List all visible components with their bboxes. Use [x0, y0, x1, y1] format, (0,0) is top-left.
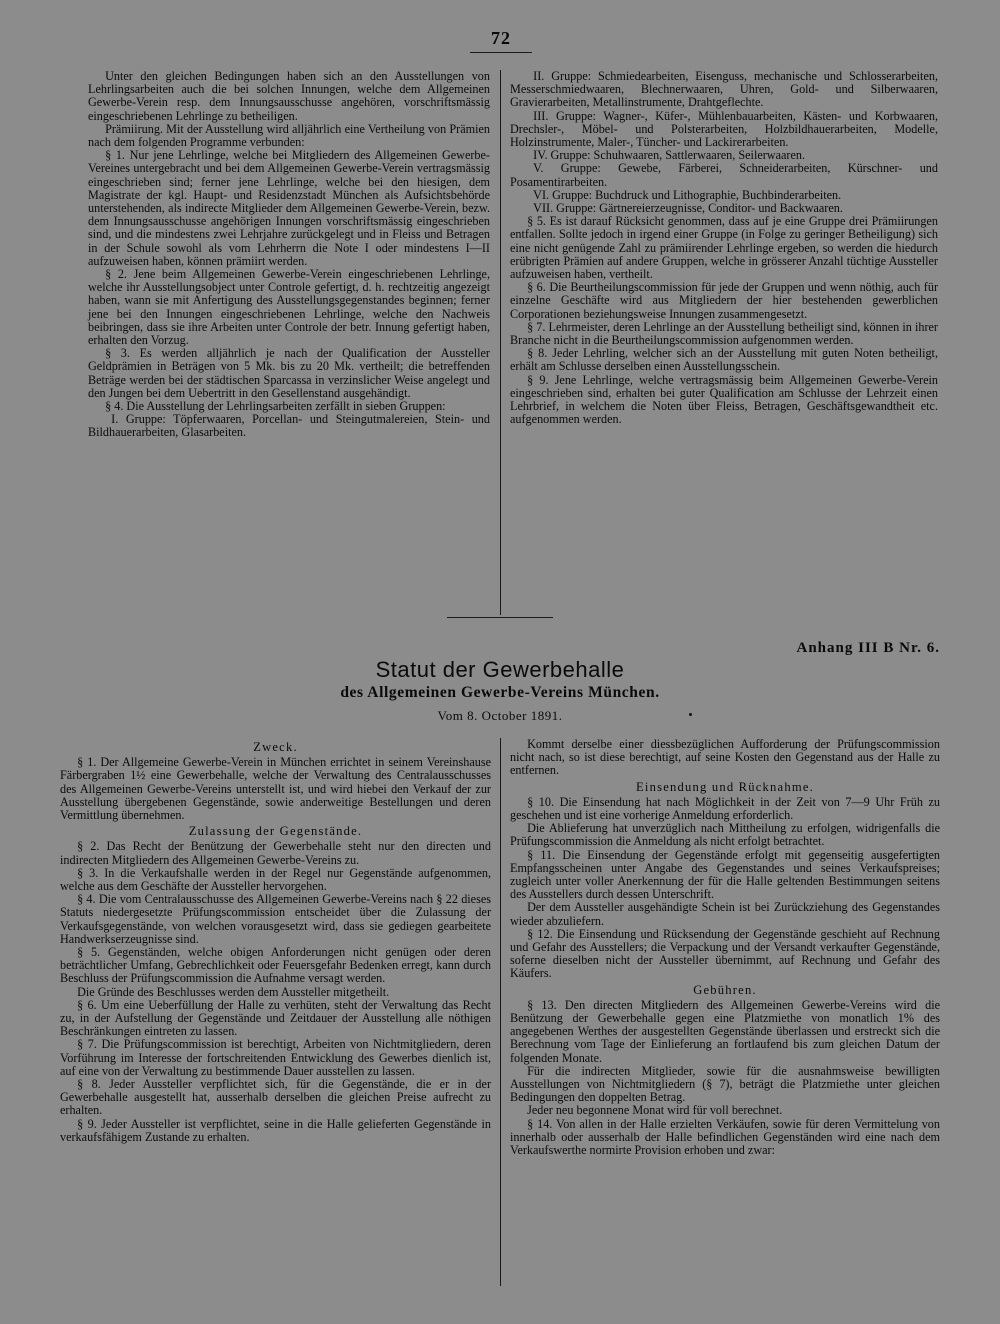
paragraph: § 4. Die vom Centralausschusse des Allgemeinen Gewerbe-Vereins nach § 22 dieses Statuts niedergesetzte Prüfungscommission entscheidet über die Zulassung der Verkaufsgegenstände, von welchen vorausgesetzt wird, dass sie gediegen gearbeitete Handwerkserzeugnisse sind.	[60, 892, 491, 946]
paragraph: § 2. Das Recht der Benützung der Gewerbehalle steht nur den directen und indirecten Mitgliedern des Allgemeinen Gewerbe-Vereins zu.	[60, 839, 491, 867]
paragraph: § 11. Die Einsendung der Gegenstände erfolgt mit gegenseitig ausgefertigten Empfangsscheinen unter Angabe des Gegenstandes und seines Verkaufspreises; zugleich unter voller Anerkennung der für die Halle geltenden Bestimmungen seitens des Ausstellers durch dessen Unterschrift.	[510, 847, 940, 902]
paragraph: § 5. Gegenständen, welche obigen Anforderungen nicht genügen oder deren beträchtlicher Umfang, Gebrechlichkeit oder Feuersgefahr Bedenken erregt, kann durch Beschluss der Prüfungscommission die Aufnahme versagt werden.	[60, 945, 491, 986]
paragraph: § 14. Von allen in der Halle erzielten Verkäufen, sowie für deren Vermittelung von innerhalb oder ausserhalb der Halle befindlichen Gegenständen wird eine nach dem Verkaufswerthe normirte Provision erhoben und zwar:	[510, 1116, 940, 1158]
statute-right-column	[510, 738, 940, 1157]
page-number: 72	[491, 28, 511, 48]
paragraph: § 10. Die Einsendung hat nach Möglichkeit in der Zeit von 7—9 Uhr Früh zu geschehen und ist eine vorherige Anmeldung erforderlich.	[510, 794, 940, 823]
paragraph: § 9. Jene Lehrlinge, welche vertragsmässig beim Allgemeinen Gewerbe-Verein eingeschrieben sind, erhalten bei guter Qualification am Schlusse der Lehrzeit einen Lehrbrief, in welchem die Noten über Fleiss, Betragen, Geschäftsgewandtheit etc. aufgenommen werden.	[510, 372, 938, 427]
column-divider	[500, 738, 501, 1286]
section-heading: Zweck.	[253, 740, 298, 754]
paragraph: § 1. Nur jene Lehrlinge, welche bei Mitgliedern des Allgemeinen Gewerbe-Vereines untergebracht und bei dem Allgemeinen Gewerbe-Verein vertragsmässig eingeschrieben sind; ferner jene Lehrlinge, welche bei den hiesigen, dem Magistrate der kgl. Haupt- und Residenzstadt München als Aufsichtsbehörde unterstehenden, als indirecte Mitglieder dem Allgemeinen Gewerbe-Verein, bezw. dem Innungsausschusse angehörigen Innungen vorschriftsmässig eingeschrieben sind, und die mindestens zwei Lehrjahre zurückgelegt und in Fleiss und Betragen in der Schule sowohl als vom Lehrherrn die Note I oder mindestens I—II aufzuweisen haben, können prämiirt werden.	[88, 148, 490, 268]
paragraph: § 9. Jeder Aussteller ist verpflichtet, seine in die Halle gelieferten Gegenstände in verkaufsfähigem Zustande zu erhalten.	[60, 1116, 491, 1144]
paragraph: § 8. Jeder Aussteller verpflichtet sich, für die Gegenstände, die er in der Gewerbehalle ausgestellt hat, ausserhalb derselben die gleichen Preise aufrecht zu erhalten.	[60, 1077, 491, 1118]
paragraph: Für die indirecten Mitglieder, sowie für die ausnahmsweise bewilligten Ausstellungen von Nichtmitgliedern (§ 7), beträgt die Platzmiethe unter gleichen Bedingungen den doppelten Betrag.	[510, 1063, 940, 1105]
paragraph: I. Gruppe: Töpferwaaren, Porcellan- und Steingutmalereien, Stein- und Bildhauerarbeiten, Glasarbeiten.	[88, 412, 490, 440]
paragraph: § 13. Den directen Mitgliedern des Allgemeinen Gewerbe-Vereins wird die Benützung der Gewerbehalle gegen eine Platzmiethe von monatlich 1% des angegebenen Werthes der ausgestellten Gegenstände überlassen und erstreckt sich die Berechnung vom Tage der Einlieferung an fortlaufend bis zum gleichen Datum der folgenden Monate.	[510, 997, 940, 1065]
paragraph: Prämiirung. Mit der Ausstellung wird alljährlich eine Vertheilung von Prämien nach dem folgenden Programme verbunden:	[88, 121, 490, 150]
section-heading: Gebühren.	[693, 982, 757, 997]
page-number-rule	[470, 52, 532, 53]
paragraph: § 6. Um eine Ueberfüllung der Halle zu verhüten, steht der Verwaltung das Recht zu, in der Aufstellung der Gegenstände und Zeitdauer der Ausstellung alle nöthigen Beschränkungen eintreten zu lassen.	[60, 997, 491, 1039]
section-divider	[447, 617, 553, 618]
top-left-column	[88, 70, 490, 440]
statute-subtitle: des Allgemeinen Gewerbe-Vereins München.	[340, 684, 660, 701]
paragraph: § 8. Jeder Lehrling, welcher sich an der Ausstellung mit guten Noten betheiligt, erhält am Schlusse derselben einen Ausstellungsschein.	[510, 346, 938, 374]
section-heading: Einsendung und Rücknahme.	[636, 779, 814, 794]
statute-title: Statut der Gewerbehalle	[375, 657, 625, 682]
paragraph: § 12. Die Einsendung und Rücksendung der Gegenstände geschieht auf Rechnung und Gefahr des Ausstellers; die Verpackung und der Versandt verkaufter Gegenstände, soferne dieselben nicht der Aussteller übernimmt, auf Rechnung und Gefahr des Käufers.	[510, 926, 940, 981]
paragraph: III. Gruppe: Wagner-, Küfer-, Mühlenbauarbeiten, Kästen- und Korbwaaren, Drechsler-, Möbel- und Polsterarbeiten, Holzbildhauerarbeiten, Modelle, Holzinstrumente, Maler-, Tüncher- und Lackirerarbeiten.	[510, 108, 938, 150]
paragraph: § 7. Die Prüfungscommission ist berechtigt, Arbeiten von Nichtmitgliedern, deren Vorführung im Interesse der fortschreitenden Entwicklung des Gewerbes dienlich ist, auf eine von der Verwaltung zu bestimmende Dauer ausstellen zu lassen.	[60, 1037, 491, 1078]
paragraph: VI. Gruppe: Buchdruck und Lithographie, Buchbinderarbeiten.	[533, 187, 842, 202]
print-speck	[689, 713, 692, 716]
paragraph: § 4. Die Ausstellung der Lehrlingsarbeiten zerfällt in sieben Gruppen:	[105, 399, 446, 414]
paragraph: § 3. Es werden alljährlich je nach der Qualification der Aussteller Geldprämien in Beträgen von 5 Mk. bis zu 20 Mk. vertheilt; die betreffenden Beträge werden bei der städtischen Sparcassa in verzinslicher Weise angelegt und den Jungen bei dem Uebertritt in den Gesellenstand ausgehändigt.	[88, 346, 490, 400]
paragraph: II. Gruppe: Schmiedearbeiten, Eisenguss, mechanische und Schlosserarbeiten, Messerschmiedwaaren, Blechnerwaaren, Uhren, Gold- und Silberwaaren, Gravierarbeiten, Metallinstrumente, Drahtgeflechte.	[510, 69, 938, 110]
column-divider	[500, 70, 501, 615]
paragraph: Der dem Aussteller ausgehändigte Schein ist bei Zurückziehung des Gegenstandes wieder abzuliefern.	[510, 900, 940, 928]
paragraph: VII. Gruppe: Gärtnereierzeugnisse, Conditor- und Backwaaren.	[533, 201, 843, 216]
statute-left-column	[60, 738, 491, 1144]
paragraph: Die Gründe des Beschlusses werden dem Aussteller mitgetheilt.	[77, 984, 390, 999]
paragraph: IV. Gruppe: Schuhwaaren, Sattlerwaaren, Seilerwaaren.	[533, 148, 806, 163]
section-heading: Zulassung der Gegenstände.	[188, 824, 363, 839]
paragraph: § 6. Die Beurtheilungscommission für jede der Gruppen und wenn nöthig, auch für einzelne Geschäfte wird aus Mitgliedern der hier bestehenden gewerblichen Corporationen beziehungsweise Innungen zusammengesetzt.	[510, 280, 938, 321]
paragraph: V. Gruppe: Gewebe, Färberei, Schneiderarbeiten, Kürschner- und Posamentirarbeiten.	[510, 161, 938, 189]
paragraph: Unter den gleichen Bedingungen haben sich an den Ausstellungen von Lehrlingsarbeiten auch die bei solchen Innungen, welche dem Allgemeinen Gewerbe-Verein resp. dem Innungsausschusse angehören, vorschriftsmässig eingeschriebenen Lehrlinge zu betheiligen.	[88, 69, 490, 123]
paragraph: § 1. Der Allgemeine Gewerbe-Verein in München errichtet in seinem Vereinshause Färbergraben 1½ eine Gewerbehalle, welche der Verwaltung des Centralausschusses des Allgemeinen Gewerbe-Vereins unterstellt ist, und wird hiebei den Verkauf der zur Ausstellung übergebenen Gegenstände, sowie anderweitige Bestellungen und deren Vermittlung übernehmen.	[60, 755, 491, 823]
statute-date: Vom 8. October 1891.	[437, 708, 563, 723]
paragraph: § 3. In die Verkaufshalle werden in der Regel nur Gegenstände aufgenommen, welche aus dem Geschäfte der Aussteller hervorgehen.	[60, 865, 491, 894]
paragraph: § 7. Lehrmeister, deren Lehrlinge an der Ausstellung betheiligt sind, können in ihrer Branche nicht in die Beurtheilungscommission aufgenommen werden.	[510, 319, 938, 348]
paragraph: Kommt derselbe einer diessbezüglichen Aufforderung der Prüfungscommission nicht nach, so ist diese berechtigt, auf seine Kosten den Gegenstand aus der Halle zu entfernen.	[510, 737, 940, 778]
paragraph: § 2. Jene beim Allgemeinen Gewerbe-Verein eingeschriebenen Lehrlinge, welche ihr Ausstellungsobject unter Controle gefertigt, d. h. rechtzeitig angezeigt haben, wann sie mit Anfertigung des Ausstellungsgegenstandes beginnen; ferner jene bei den Innungen eingeschriebenen Lehrlinge, welche den Nachweis beibringen, dass sie ihre Arbeiten unter Controle der betr. Innung gefertigt haben, erhalten den Vorzug.	[88, 267, 490, 348]
paragraph: Die Ablieferung hat unverzüglich nach Mittheilung zu erfolgen, widrigenfalls die Prüfungscommission die Anmeldung als nicht erfolgt betrachtet.	[510, 821, 940, 849]
annex-reference: Anhang III B Nr. 6.	[796, 640, 940, 656]
paragraph: Jeder neu begonnene Monat wird für voll berechnet.	[527, 1103, 783, 1118]
paragraph: § 5. Es ist darauf Rücksicht genommen, dass auf je eine Gruppe drei Prämiirungen entfallen. Sollte jedoch in irgend einer Gruppe (in Folge zu geringer Betheiligung) sich eine nicht genügende Zahl zu prämiirender Lehrlinge ergeben, so werden die hiedurch erübrigten Prämien auf andere Gruppen, welche in grösserer Anzahl tüchtige Aussteller aufzuweisen haben, vertheilt.	[510, 214, 938, 282]
top-right-column	[510, 70, 938, 426]
